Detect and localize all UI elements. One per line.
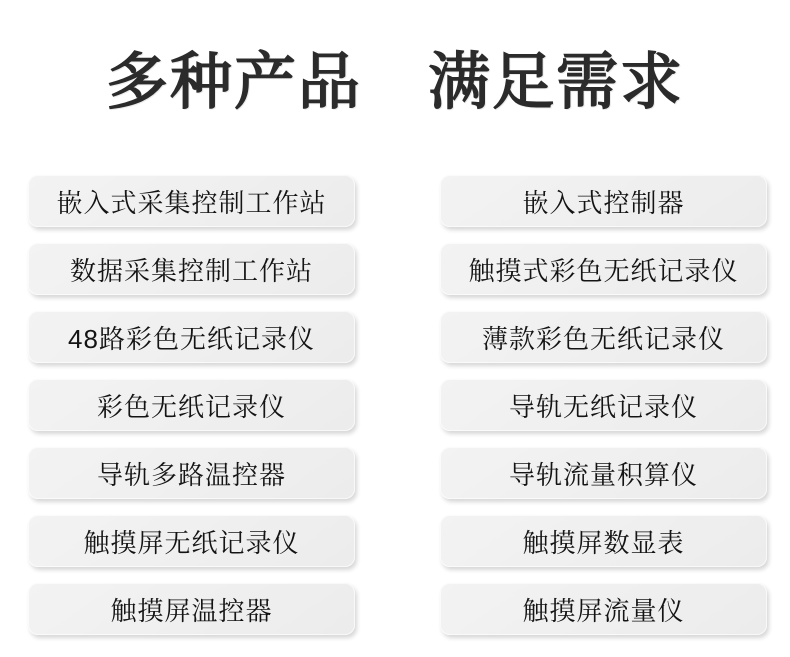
product-column-left xyxy=(28,175,355,635)
product-grid xyxy=(28,175,767,635)
product-pill-right-1[interactable]: 嵌入式控制器 xyxy=(440,175,767,227)
product-pill-right-5[interactable]: 导轨流量积算仪 xyxy=(440,447,767,499)
product-pill-left-5[interactable]: 导轨多路温控器 xyxy=(28,447,355,499)
product-pill-left-7[interactable]: 触摸屏温控器 xyxy=(28,583,355,635)
product-pill-left-3[interactable]: 48路彩色无纸记录仪 xyxy=(28,311,355,363)
page-title xyxy=(0,47,790,118)
product-pill-right-3[interactable]: 薄款彩色无纸记录仪 xyxy=(440,311,767,363)
page-title-part2: 满足需求 xyxy=(428,48,685,117)
product-pill-left-4[interactable]: 彩色无纸记录仪 xyxy=(28,379,355,431)
product-column-right xyxy=(440,175,767,635)
product-pill-right-7[interactable]: 触摸屏流量仪 xyxy=(440,583,767,635)
product-pill-left-2[interactable]: 数据采集控制工作站 xyxy=(28,243,355,295)
product-pill-left-6[interactable]: 触摸屏无纸记录仪 xyxy=(28,515,355,567)
page-title-part1: 多种产品 xyxy=(105,48,362,117)
product-pill-right-2[interactable]: 触摸式彩色无纸记录仪 xyxy=(440,243,767,295)
product-pill-right-6[interactable]: 触摸屏数显表 xyxy=(440,515,767,567)
product-pill-left-1[interactable]: 嵌入式采集控制工作站 xyxy=(28,175,355,227)
product-pill-right-4[interactable]: 导轨无纸记录仪 xyxy=(440,379,767,431)
